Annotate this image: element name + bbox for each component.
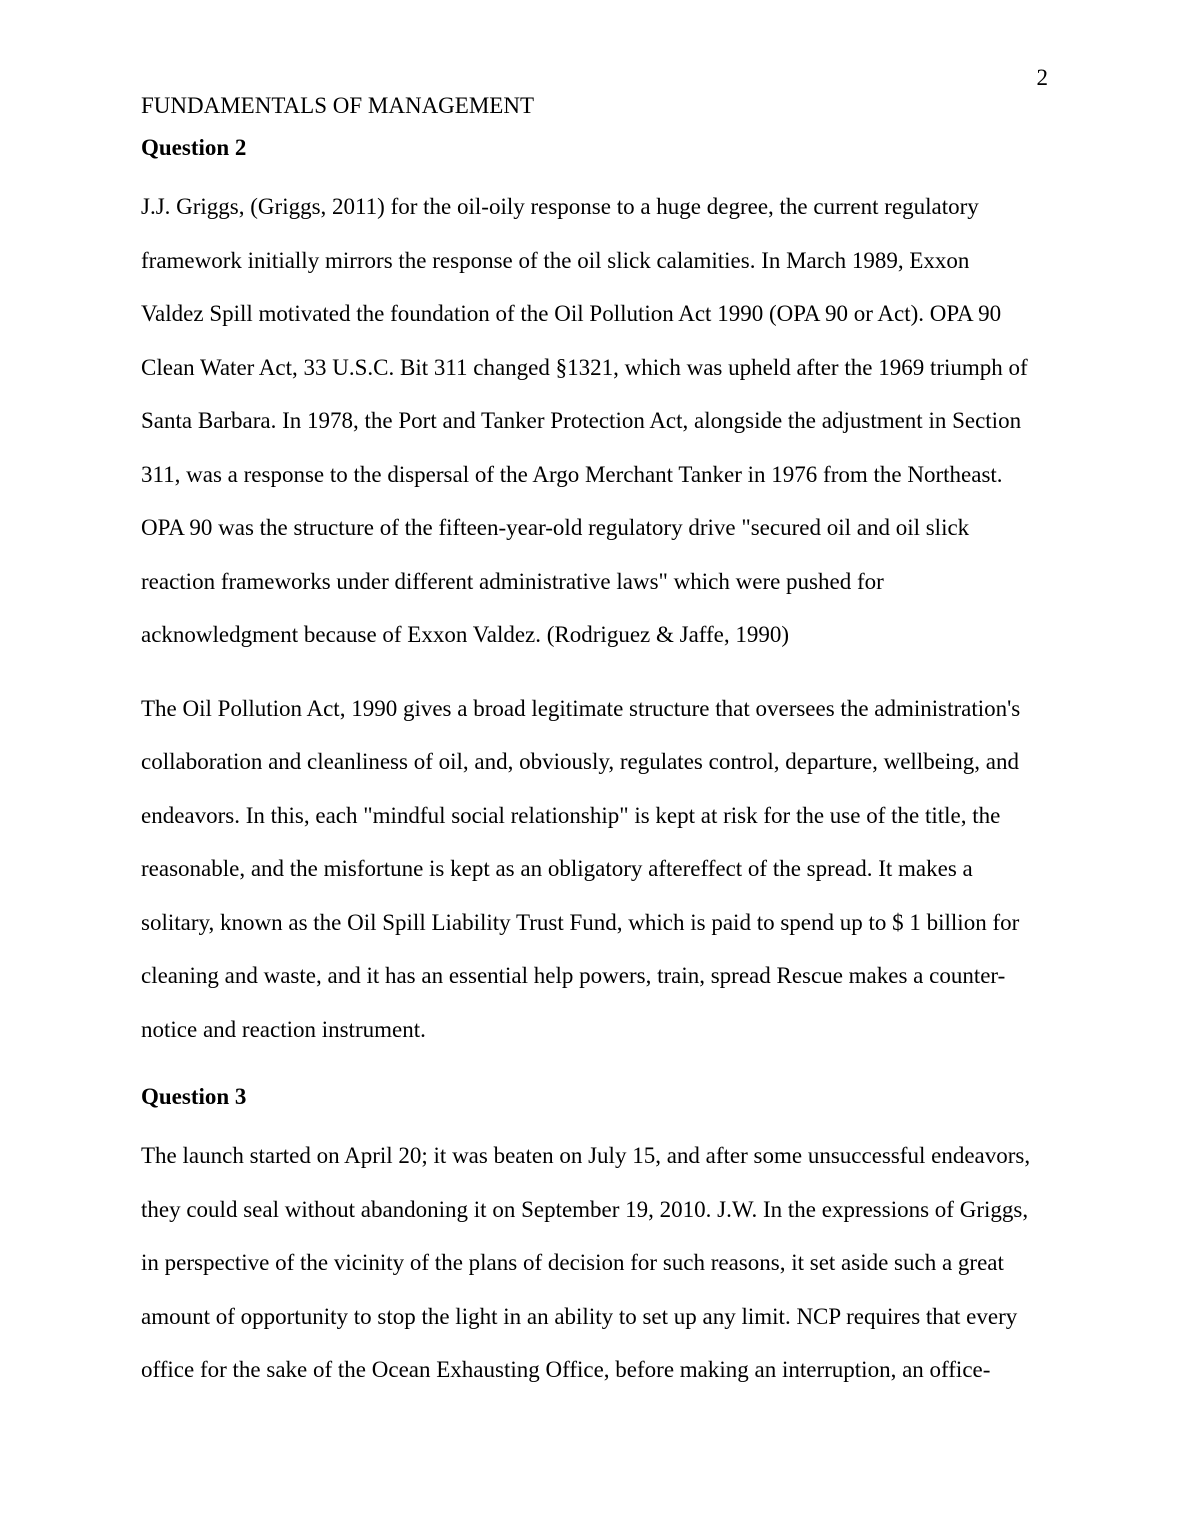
page-number: 2 bbox=[1036, 65, 1048, 90]
running-head: FUNDAMENTALS OF MANAGEMENT bbox=[141, 93, 534, 118]
text-line: Clean Water Act, 33 U.S.C. Bit 311 changed §1321, which was upheld after the 1969 triumph of bbox=[141, 354, 1028, 380]
text-line: they could seal without abandoning it on September 19, 2010. J.W. In the expressions of Griggs, bbox=[141, 1196, 1029, 1222]
paragraph bbox=[141, 1129, 1053, 1397]
section-question-2 bbox=[141, 133, 1053, 1056]
text-line: Valdez Spill motivated the foundation of the Oil Pollution Act 1990 (OPA 90 or Act). OPA 90 bbox=[141, 301, 1002, 326]
text-line: reasonable, and the misfortune is kept as an obligatory aftereffect of the spread. It makes a bbox=[141, 856, 973, 881]
text-line: amount of opportunity to stop the light in an ability to set up any limit. NCP requires that every bbox=[141, 1303, 1018, 1329]
section-question-3 bbox=[141, 1082, 1053, 1397]
text-line: cleaning and waste, and it has an essential help powers, train, spread Rescue makes a counter- bbox=[141, 963, 1006, 988]
text-line: The launch started on April 20; it was beaten on July 15, and after some unsuccessful endeavors, bbox=[141, 1143, 1031, 1168]
paragraph bbox=[141, 682, 1053, 1057]
text-line: reaction frameworks under different administrative laws" which were pushed for bbox=[141, 568, 884, 594]
text-line: endeavors. In this, each "mindful social relationship" is kept at risk for the use of the title, the bbox=[141, 802, 1001, 828]
text-line: notice and reaction instrument. bbox=[141, 1016, 426, 1042]
text-line: 311, was a response to the dispersal of the Argo Merchant Tanker in 1976 from the Northeast. bbox=[141, 461, 1003, 487]
text-line: J.J. Griggs, (Griggs, 2011) for the oil-oily response to a huge degree, the current regulatory bbox=[141, 194, 979, 219]
text-line: The Oil Pollution Act, 1990 gives a broad legitimate structure that oversees the administration's bbox=[141, 695, 1021, 721]
text-line: solitary, known as the Oil Spill Liability Trust Fund, which is paid to spend up to $ 1 billion for bbox=[141, 909, 1020, 935]
paragraph bbox=[141, 180, 1053, 662]
text-line: framework initially mirrors the response of the oil slick calamities. In March 1989, Exxon bbox=[141, 247, 970, 273]
text-line: OPA 90 was the structure of the fifteen-year-old regulatory drive "secured oil and oil slick bbox=[141, 515, 970, 540]
text-line: collaboration and cleanliness of oil, and, obviously, regulates control, departure, wellbeing, and bbox=[141, 749, 1019, 774]
text-line: office for the sake of the Ocean Exhausting Office, before making an interruption, an office- bbox=[141, 1357, 991, 1382]
text-line: in perspective of the vicinity of the plans of decision for such reasons, it set aside such a great bbox=[141, 1250, 1004, 1275]
text-line: acknowledgment because of Exxon Valdez. (Rodriguez & Jaffe, 1990) bbox=[141, 622, 790, 647]
page-content bbox=[141, 0, 1053, 1397]
section-heading: Question 3 bbox=[141, 1084, 247, 1109]
section-heading: Question 2 bbox=[141, 135, 247, 160]
text-line: Santa Barbara. In 1978, the Port and Tanker Protection Act, alongside the adjustment in Section bbox=[141, 408, 1022, 433]
